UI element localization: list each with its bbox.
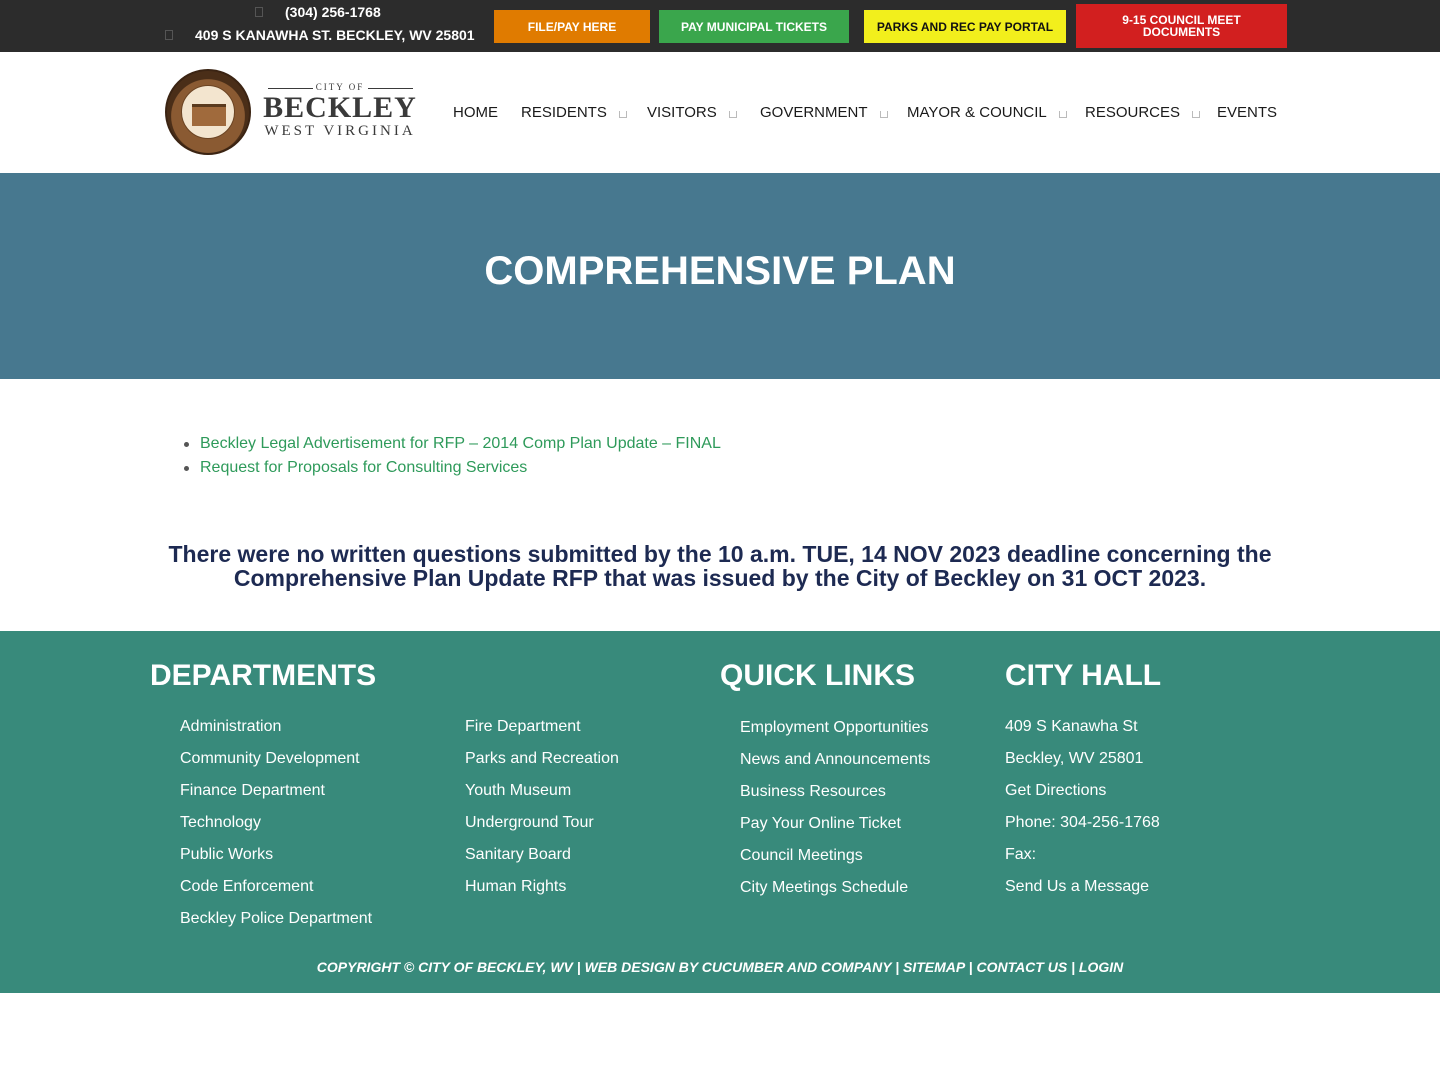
departments-heading: DEPARTMENTS <box>150 659 377 692</box>
nav-visitors[interactable] <box>647 102 737 122</box>
seal-inner <box>181 85 235 139</box>
notice-text: There were no written questions submitted by the 10 a.m. TUE, 14 NOV 2023 deadline concerning the Comprehensive Plan Update RFP that was issued by the City of Beckley on 31 OCT 2023. <box>168 541 1272 591</box>
footer-link[interactable]: Community Development <box>180 750 360 767</box>
page-title: COMPREHENSIVE PLAN <box>484 249 956 293</box>
nav-government-label: GOVERNMENT <box>760 103 868 121</box>
location-icon <box>165 30 173 40</box>
nav-mayor-council[interactable] <box>907 102 1067 122</box>
footer-link[interactable]: City Meetings Schedule <box>740 879 909 896</box>
logo-state: WEST VIRGINIA <box>264 123 416 139</box>
send-message-link[interactable]: Send Us a Message <box>1005 878 1150 895</box>
footer-link[interactable]: Employment Opportunities <box>740 719 929 736</box>
footer-link[interactable]: News and Announcements <box>740 751 931 768</box>
footer-link[interactable]: Sanitary Board <box>465 846 571 863</box>
footer-link[interactable]: Public Works <box>180 846 274 863</box>
city-seal-logo[interactable] <box>165 69 251 155</box>
site-header <box>0 52 1440 173</box>
site-footer <box>0 631 1440 993</box>
chevron-down-icon <box>729 111 737 118</box>
council-meet-documents-button[interactable]: 9-15 COUNCIL MEET DOCUMENTS <box>1076 4 1287 48</box>
nav-events[interactable] <box>1217 102 1277 122</box>
logo-city-of: CITY OF <box>259 82 421 92</box>
separator: | <box>964 959 977 975</box>
footer-link[interactable]: Pay Your Online Ticket <box>740 815 901 832</box>
pay-municipal-tickets-button[interactable]: PAY MUNICIPAL TICKETS <box>659 10 849 43</box>
quick-links-list <box>740 718 930 910</box>
nav-residents[interactable] <box>521 102 627 122</box>
city-hall-list <box>1005 717 1160 909</box>
departments-list-col1 <box>180 717 372 941</box>
footer-link[interactable]: Council Meetings <box>740 847 863 864</box>
departments-list-col2 <box>465 717 619 909</box>
phone-link[interactable]: Phone: 304-256-1768 <box>1005 814 1160 831</box>
phone-number[interactable]: (304) 256-1768 <box>285 4 381 20</box>
chevron-down-icon <box>1059 111 1067 118</box>
phone-row <box>255 4 381 20</box>
chevron-down-icon <box>619 111 627 118</box>
login-link[interactable]: LOGIN <box>1078 959 1124 975</box>
footer-link[interactable]: Administration <box>180 718 282 735</box>
nav-home-label: HOME <box>453 103 498 121</box>
quick-links-heading: QUICK LINKS <box>720 659 915 692</box>
footer-link[interactable]: Parks and Recreation <box>465 750 619 767</box>
contact-info <box>160 0 490 52</box>
copyright-bar <box>0 959 1440 975</box>
page-hero-banner <box>0 173 1440 379</box>
chevron-down-icon <box>1192 111 1200 118</box>
footer-link[interactable]: Human Rights <box>465 878 567 895</box>
nav-mayor-council-label: MAYOR & COUNCIL <box>907 103 1047 121</box>
nav-events-label: EVENTS <box>1217 103 1278 121</box>
phone-icon <box>255 7 263 17</box>
nav-visitors-label: VISITORS <box>647 103 717 121</box>
footer-link[interactable]: Technology <box>180 814 261 831</box>
nav-government[interactable] <box>760 102 888 122</box>
file-pay-button[interactable]: FILE/PAY HERE <box>494 10 650 43</box>
seal-building-icon <box>192 104 226 126</box>
nav-resources-label: RESOURCES <box>1085 103 1181 121</box>
fax-text: Fax: <box>1005 846 1037 863</box>
separator: | <box>572 959 585 975</box>
top-bar <box>0 0 1440 52</box>
footer-link[interactable]: Code Enforcement <box>180 878 314 895</box>
address-text: 409 S KANAWHA ST. BECKLEY, WV 25801 <box>195 27 475 43</box>
logo-city-name: BECKLEY <box>263 91 417 124</box>
parks-rec-pay-portal-button[interactable]: PARKS AND REC PAY PORTAL <box>864 10 1066 43</box>
nav-resources[interactable] <box>1085 102 1200 122</box>
footer-link[interactable]: Underground Tour <box>465 814 594 831</box>
address-line: 409 S Kanawha St <box>1005 718 1138 735</box>
footer-link[interactable]: Youth Museum <box>465 782 572 799</box>
site-logo-text[interactable] <box>259 82 421 142</box>
copyright-text: COPYRIGHT © CITY OF BECKLEY, WV <box>316 959 573 975</box>
contact-us-link[interactable]: CONTACT US <box>976 959 1068 975</box>
separator: | <box>1067 959 1079 975</box>
nav-residents-label: RESIDENTS <box>521 103 607 121</box>
list-item[interactable] <box>182 458 882 482</box>
footer-link[interactable]: Business Resources <box>740 783 886 800</box>
nav-home[interactable] <box>453 102 498 122</box>
footer-link[interactable]: Fire Department <box>465 718 581 735</box>
document-links-list <box>182 434 882 482</box>
separator: | <box>891 959 904 975</box>
address-row <box>165 27 475 43</box>
rfp-consulting-link[interactable]: Request for Proposals for Consulting Services <box>200 459 528 476</box>
get-directions-link[interactable]: Get Directions <box>1005 782 1107 799</box>
footer-link[interactable]: Beckley Police Department <box>180 910 373 927</box>
address-line: Beckley, WV 25801 <box>1005 750 1144 767</box>
footer-link[interactable]: Finance Department <box>180 782 325 799</box>
list-item[interactable] <box>182 434 882 458</box>
city-hall-heading: CITY HALL <box>1005 659 1162 692</box>
web-design-link[interactable]: WEB DESIGN BY CUCUMBER AND COMPANY <box>584 959 892 975</box>
rfp-advertisement-link[interactable]: Beckley Legal Advertisement for RFP – 2014 Comp Plan Update – FINAL <box>200 435 721 452</box>
sitemap-link[interactable]: SITEMAP <box>903 959 965 975</box>
chevron-down-icon <box>880 111 888 118</box>
